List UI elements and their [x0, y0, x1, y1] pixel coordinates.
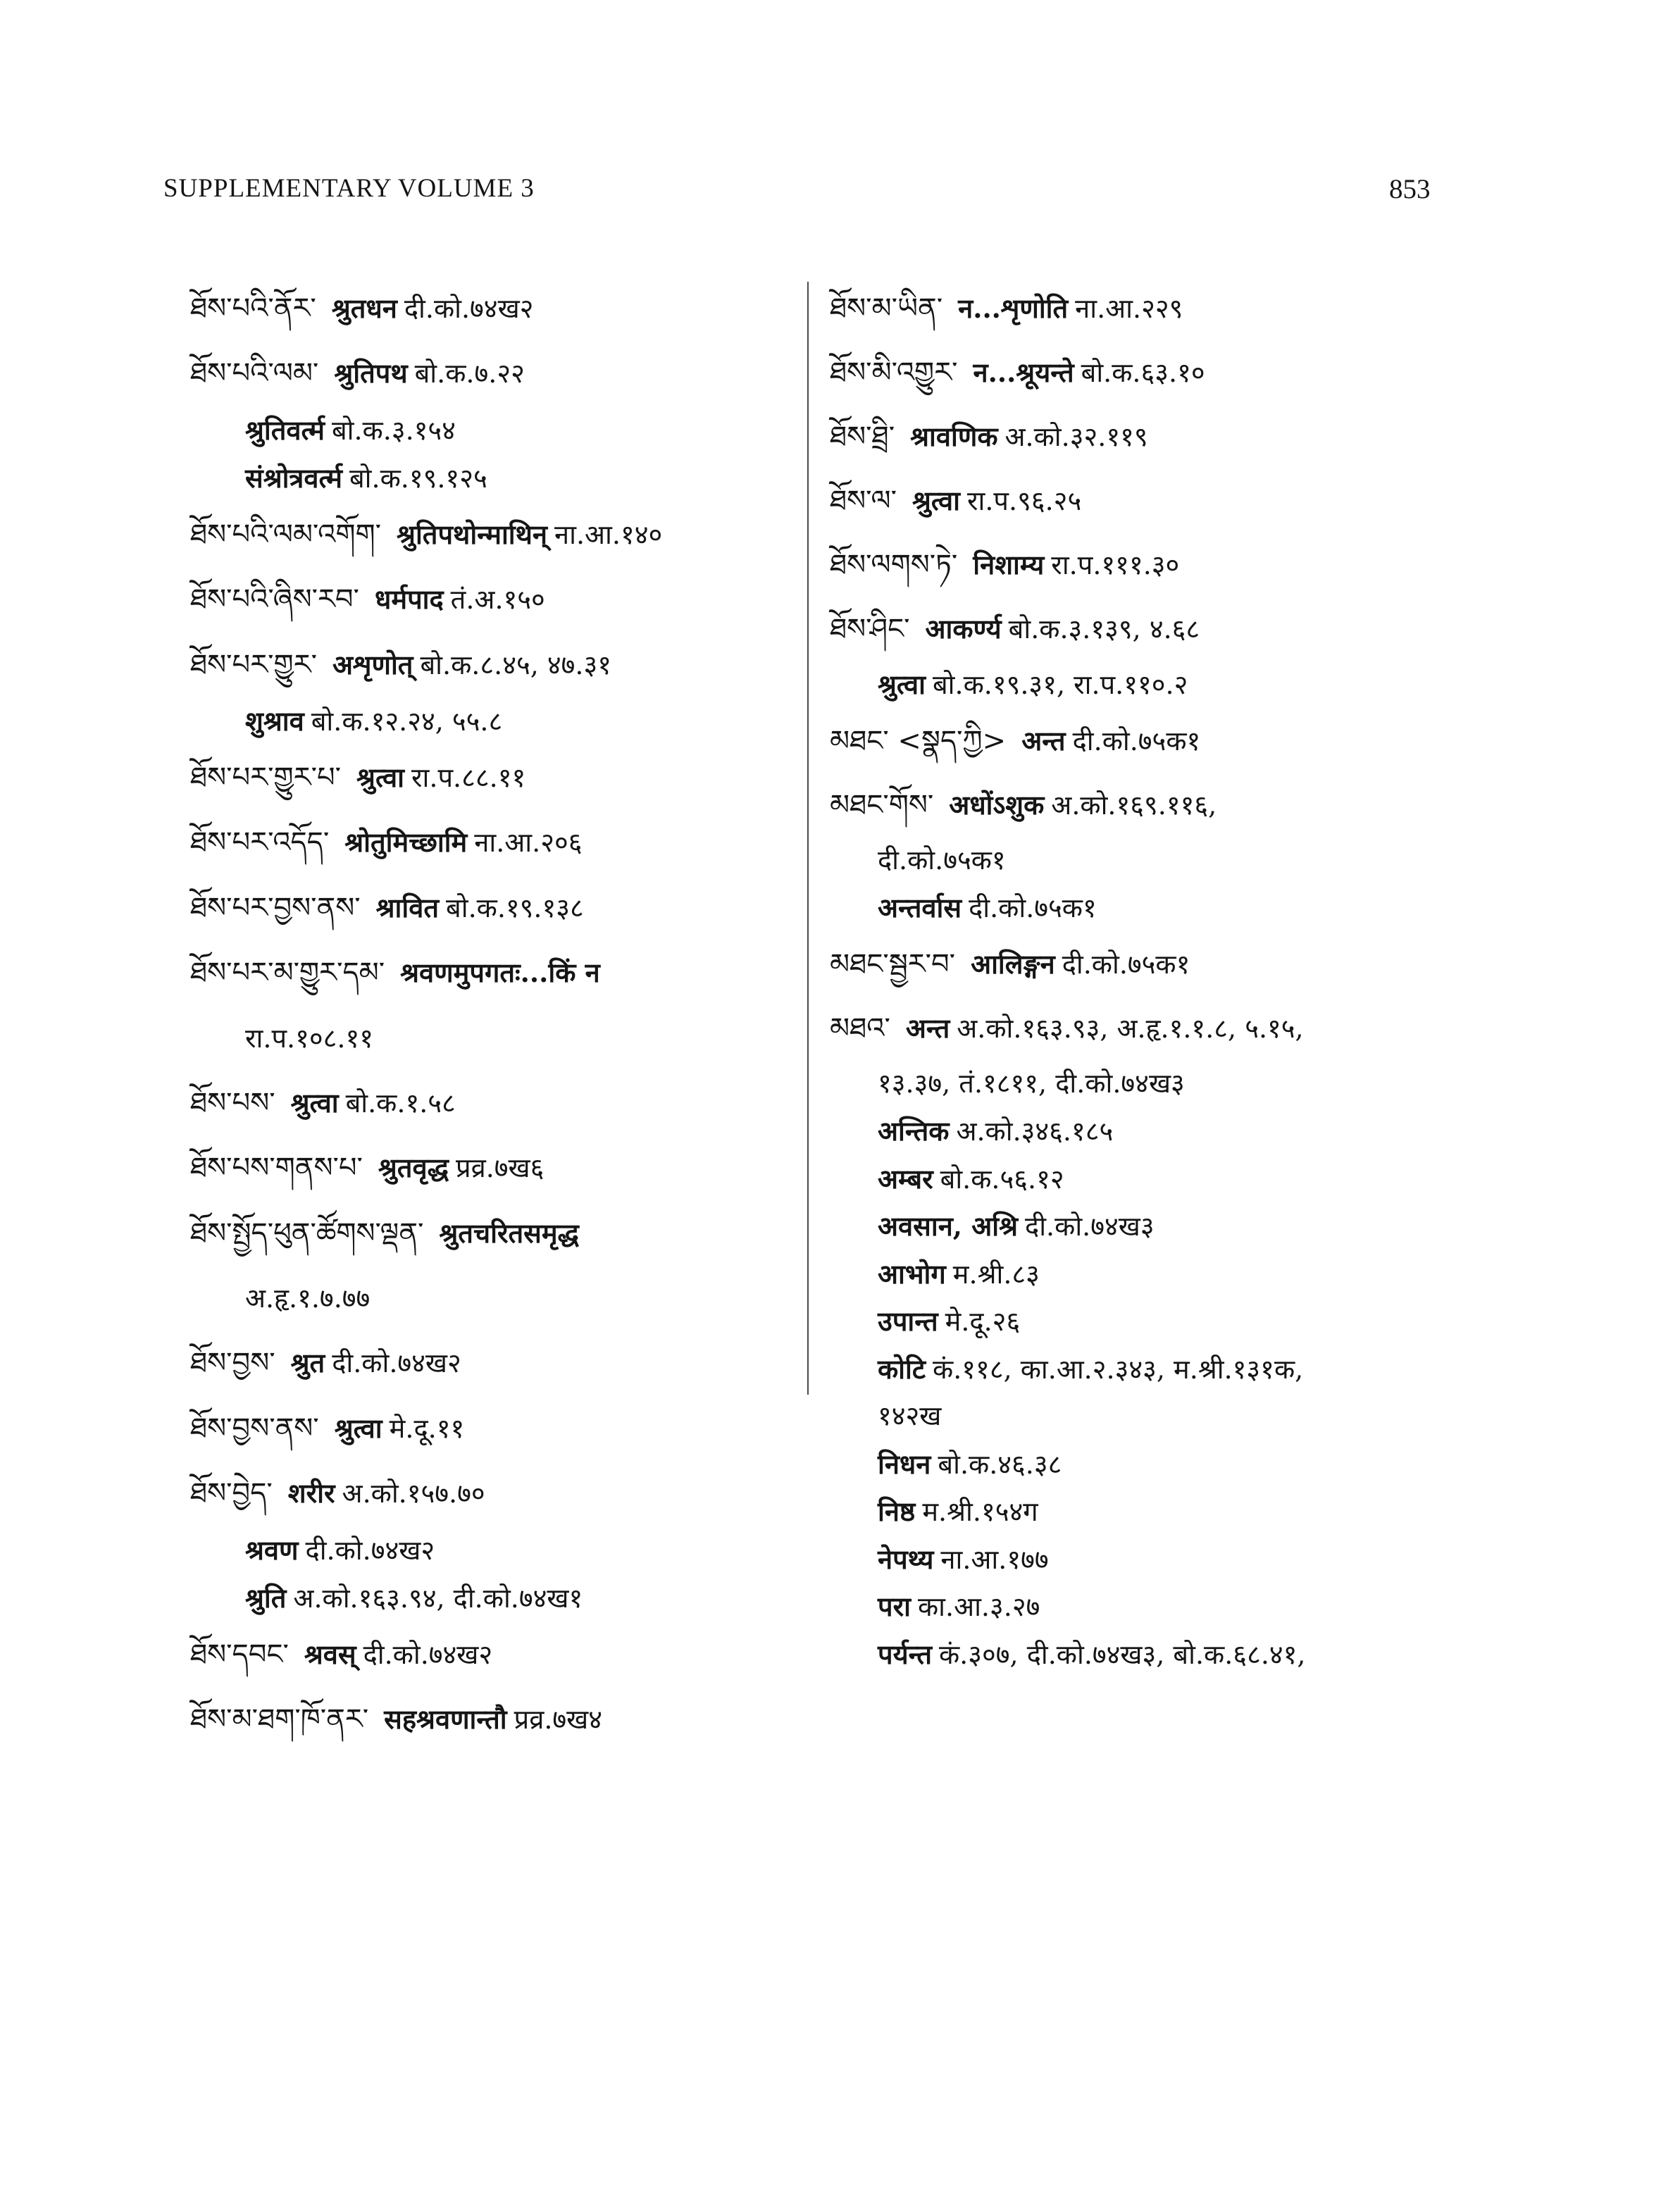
- sanskrit-equivalent: अन्तिक: [878, 1115, 950, 1147]
- dictionary-subentry: [190, 454, 789, 502]
- sanskrit-equivalent: अम्बर: [878, 1162, 933, 1195]
- entry-continuation: [190, 1006, 789, 1071]
- dictionary-subentry: [830, 1107, 1464, 1155]
- dictionary-entry: [190, 1622, 789, 1687]
- source-reference: मे.दू.२६: [945, 1306, 1021, 1337]
- sanskrit-equivalent: अशृणोत्: [332, 648, 413, 680]
- source-reference: रा.प.१०८.११: [245, 1022, 374, 1054]
- dictionary-entry: [830, 709, 1464, 773]
- sanskrit-equivalent: श्रोतुमिच्छामि: [344, 826, 468, 859]
- source-reference: प्रव्र.७ख६: [455, 1152, 545, 1184]
- dictionary-entry: [830, 932, 1464, 996]
- dictionary-entry: [190, 1396, 789, 1461]
- source-reference: ना.आ.२०६: [474, 827, 583, 859]
- sanskrit-equivalent: श्रुत: [290, 1347, 325, 1379]
- source-reference: बो.क.१९.१२५: [349, 462, 487, 494]
- dictionary-entry: [190, 502, 789, 567]
- tibetan-headword: ཐོས་མ་ཐག་ཁོ་ནར་: [190, 1703, 369, 1736]
- source-reference: दी.को.७५क१: [1072, 725, 1201, 757]
- source-reference: बो.क.३.१५४: [331, 414, 456, 446]
- source-reference: अ.को.३४६.१८५: [956, 1116, 1114, 1147]
- sanskrit-equivalent: श्रवस्: [304, 1638, 356, 1670]
- sanskrit-equivalent: श्रुत्वा: [356, 761, 404, 793]
- sanskrit-equivalent: पर्यन्त: [878, 1638, 932, 1670]
- tibetan-headword: ཐོས་པའི་ཞིས་རབ་: [190, 583, 359, 616]
- source-reference: अ.हृ.१.७.७७: [245, 1283, 371, 1314]
- right-column: [830, 276, 1464, 1678]
- tibetan-headword: ཐོས་ཤིང་: [830, 613, 910, 645]
- source-reference: म.श्री.८३: [952, 1258, 1040, 1290]
- sanskrit-equivalent: अन्त: [1021, 724, 1066, 757]
- dictionary-entry: [190, 633, 789, 697]
- tibetan-headword: ཐོས་བྱས་: [190, 1347, 275, 1380]
- sanskrit-equivalent: परा: [878, 1590, 911, 1622]
- dictionary-subentry: [830, 1488, 1464, 1536]
- dictionary-entry: [190, 810, 789, 875]
- source-reference: बो.क.७.२२: [414, 358, 525, 390]
- tibetan-headword: ཐོས་ཐྲི་: [830, 421, 895, 453]
- dictionary-entry: [190, 1461, 789, 1526]
- sanskrit-equivalent: श्रवण: [245, 1533, 299, 1566]
- sanskrit-equivalent: श्रुतिवर्त्म: [245, 413, 325, 446]
- tibetan-headword: མཐའ་: [830, 1011, 890, 1045]
- tibetan-headword: ཐོས་མི་འགྱུར་: [830, 356, 958, 389]
- sanskrit-equivalent: आकर्ण्य: [925, 613, 1002, 645]
- dictionary-subentry: [830, 1536, 1464, 1583]
- sanskrit-equivalent: अवसान, अश्रि: [878, 1210, 1019, 1242]
- dictionary-subentry: [830, 884, 1464, 932]
- source-reference: रा.प.१११.३०: [1051, 549, 1180, 580]
- sanskrit-equivalent: न...श्रूयन्ते: [973, 356, 1074, 388]
- dictionary-subentry: [190, 406, 789, 454]
- sanskrit-equivalent: आभोग: [878, 1257, 946, 1290]
- sanskrit-equivalent: उपान्त: [878, 1305, 938, 1337]
- dictionary-entry: [190, 940, 789, 1005]
- dictionary-entry: [830, 404, 1464, 468]
- sanskrit-equivalent: शुश्राव: [245, 704, 304, 737]
- sanskrit-equivalent: कोटि: [878, 1352, 926, 1385]
- tibetan-headword: ཐོས་སྤྱོད་ཕུན་ཚོགས་ལྡན་: [190, 1216, 424, 1250]
- sanskrit-equivalent: श्रुति: [245, 1581, 287, 1614]
- running-head: SUPPLEMENTARY VOLUME 3: [163, 174, 535, 203]
- sanskrit-equivalent: श्रावित: [375, 891, 440, 923]
- source-reference: तं.अ.१५०: [450, 584, 545, 616]
- sanskrit-equivalent: नेपथ्य: [878, 1543, 934, 1575]
- source-reference: दी.को.७४ख२: [305, 1534, 435, 1566]
- source-reference: दी.को.७५क१: [969, 892, 1097, 923]
- source-reference: बो.क.१९.१३८: [446, 892, 584, 923]
- sanskrit-equivalent: श्रुत्वा: [334, 1412, 382, 1444]
- source-reference: १४२ख: [878, 1400, 942, 1431]
- entry-continuation: [830, 1060, 1464, 1108]
- sanskrit-equivalent: सहश्रवणान्तौ: [384, 1703, 507, 1736]
- sanskrit-equivalent: निशाम्य: [973, 549, 1045, 580]
- source-reference: बो.क.४६.३८: [938, 1448, 1062, 1480]
- sanskrit-equivalent: श्रुतिपथोन्माथिन्: [397, 518, 548, 550]
- left-column: [190, 276, 789, 1752]
- sanskrit-equivalent: श्रुत्वा: [912, 485, 960, 516]
- dictionary-entry: [190, 1135, 789, 1200]
- sanskrit-equivalent: श्रुतचरितसमृद्ध: [439, 1216, 579, 1249]
- dictionary-subentry: [830, 1250, 1464, 1298]
- tibetan-headword: ཐོས་པའི་ལམ་འགོག་: [190, 518, 382, 551]
- source-reference: का.आ.३.२७: [917, 1591, 1040, 1622]
- sanskrit-equivalent: अन्तर्वास: [878, 892, 962, 923]
- tibetan-headword: མཐང་གོས་: [830, 788, 934, 821]
- tibetan-headword: ཐོས་པར་གྱུར་: [190, 648, 317, 681]
- dictionary-entry: [830, 533, 1464, 597]
- source-reference: दी.को.७४ख३: [1025, 1211, 1155, 1242]
- dictionary-subentry: [830, 1155, 1464, 1203]
- dictionary-entry: [830, 340, 1464, 404]
- source-reference: प्रव्र.७ख४: [514, 1704, 603, 1736]
- sanskrit-equivalent: श्रुतवृद्ध: [378, 1152, 449, 1184]
- source-reference: बो.क.१९.३१, रा.प.११०.२: [932, 669, 1188, 700]
- source-reference: दी.को.७४ख२: [363, 1638, 493, 1670]
- source-reference: रा.प.९६.२५: [966, 485, 1082, 516]
- source-reference: अ.को.१६३.९३, अ.हृ.१.१.८, ५.१५,: [957, 1012, 1304, 1044]
- source-reference: मे.दू.११: [389, 1412, 465, 1444]
- dictionary-subentry: [190, 697, 789, 745]
- source-reference: अ.को.१६३.९४, दी.को.७४ख१: [293, 1582, 583, 1614]
- dictionary-entry: [190, 1201, 789, 1266]
- source-reference: बो.क.६३.१०: [1081, 357, 1205, 388]
- source-reference: दी.को.७४ख२: [404, 293, 534, 324]
- source-reference: दी.को.७५क१: [1062, 948, 1190, 980]
- tibetan-headword: མཐང་སྦྱར་བ་: [830, 947, 956, 980]
- tibetan-headword: ཐོས་པས་: [190, 1086, 275, 1119]
- tibetan-headword: ཐོས་པར་འདོད་: [190, 826, 330, 859]
- tibetan-headword: ཐོས་པར་བྱས་ནས་: [190, 891, 361, 924]
- column-divider: [807, 282, 809, 1395]
- source-reference: अ.को.३२.११९: [1004, 421, 1148, 452]
- tibetan-headword: ཐོས་པར་གྱུར་པ་: [190, 761, 342, 794]
- tibetan-headword: མཐང་ <སྣད་ཀྱི>: [830, 724, 1007, 757]
- tibetan-headword: ཐོས་པའི་ནོར་: [190, 292, 316, 325]
- tibetan-headword: ཐོས་ལ་: [830, 485, 897, 517]
- dictionary-subentry: [830, 1202, 1464, 1250]
- source-reference: म.श्री.१५४ग: [922, 1496, 1038, 1527]
- dictionary-entry: [190, 876, 789, 940]
- source-reference: रा.प.८८.११: [411, 761, 526, 793]
- sanskrit-equivalent: श्रवणमुपगतः...किं न: [400, 957, 600, 989]
- dictionary-entry: [830, 597, 1464, 661]
- source-reference: बो.क.८.४५, ४७.३१: [420, 649, 611, 680]
- dictionary-subentry: [830, 1583, 1464, 1631]
- source-reference: ना.आ.१४०: [554, 518, 663, 550]
- dictionary-entry: [190, 1331, 789, 1395]
- source-reference: ना.आ.१७७: [940, 1543, 1049, 1575]
- sanskrit-equivalent: शरीर: [287, 1477, 335, 1509]
- sanskrit-equivalent: श्रुत्वा: [290, 1086, 339, 1119]
- sanskrit-equivalent: संश्रोत्रवर्त्म: [245, 461, 342, 494]
- source-reference: अ.को.१६९.११६,: [1051, 789, 1217, 821]
- dictionary-subentry: [830, 1440, 1464, 1488]
- entry-continuation: [190, 1266, 789, 1331]
- sanskrit-equivalent: न...शृणोति: [958, 292, 1069, 324]
- dictionary-entry: [190, 1687, 789, 1752]
- source-reference: अ.को.१५७.७०: [342, 1478, 485, 1509]
- source-reference: दी.को.७४ख२: [332, 1347, 461, 1379]
- source-reference: कं.३०७, दी.को.७४ख३, बो.क.६८.४१,: [939, 1638, 1306, 1670]
- sanskrit-equivalent: आलिङ्गन: [971, 947, 1055, 980]
- dictionary-subentry: [830, 1297, 1464, 1345]
- source-reference: बो.क.३.१३९, ४.६८: [1008, 614, 1200, 645]
- source-reference: दी.को.७५क१: [878, 844, 1006, 876]
- dictionary-entry: [830, 468, 1464, 533]
- sanskrit-equivalent: श्रुतधन: [331, 292, 397, 324]
- source-reference: बो.क.१.५८: [345, 1087, 456, 1119]
- page-number: 853: [1389, 174, 1431, 204]
- dictionary-entry: [190, 567, 789, 632]
- source-reference: ना.आ.२२९: [1075, 293, 1183, 324]
- sanskrit-equivalent: अधोंऽशुक: [949, 788, 1045, 821]
- dictionary-entry: [830, 996, 1464, 1060]
- source-reference: बो.क.५६.१२: [940, 1163, 1064, 1195]
- dictionary-subentry: [190, 1526, 789, 1574]
- sanskrit-equivalent: निष्ठ: [878, 1495, 916, 1527]
- tibetan-headword: ཐོས་པའི་ལམ་: [190, 357, 319, 390]
- tibetan-headword: ཐོས་མ་ཡིན་: [830, 292, 943, 325]
- tibetan-headword: ཐོས་པས་གནས་པ་: [190, 1152, 363, 1185]
- dictionary-subentry: [190, 1574, 789, 1622]
- tibetan-headword: ཐོས་པར་མ་གྱུར་དམ་: [190, 957, 385, 990]
- sanskrit-equivalent: धर्मपाद: [374, 583, 444, 616]
- tibetan-headword: ཐོས་བྱས་ནས་: [190, 1412, 319, 1445]
- dictionary-entry: [830, 773, 1464, 837]
- source-reference: १३.३७, तं.१८११, दी.को.७४ख३: [878, 1067, 1185, 1099]
- source-reference: बो.क.१२.२४, ५५.८: [311, 705, 503, 737]
- sanskrit-equivalent: श्रावणिक: [910, 421, 998, 452]
- sanskrit-equivalent: अन्त: [905, 1011, 950, 1044]
- dictionary-entry: [190, 1071, 789, 1135]
- dictionary-entry: [830, 276, 1464, 340]
- dictionary-subentry: [830, 1631, 1464, 1679]
- tibetan-headword: ཐོས་བྱེད་: [190, 1477, 273, 1510]
- dictionary-subentry: [830, 1345, 1464, 1393]
- sanskrit-equivalent: निधन: [878, 1447, 931, 1480]
- sanskrit-equivalent: श्रुत्वा: [878, 668, 926, 700]
- dictionary-entry: [190, 276, 789, 341]
- dictionary-subentry: [830, 661, 1464, 709]
- dictionary-entry: [190, 745, 789, 810]
- tibetan-headword: ཐོས་ལགས་ཏེ་: [830, 549, 958, 581]
- dictionary-entry: [190, 341, 789, 406]
- source-reference: कं.११८, का.आ.२.३४३, म.श्री.१३१क,: [933, 1353, 1304, 1385]
- entry-continuation: [830, 1393, 1464, 1440]
- entry-continuation: [830, 837, 1464, 885]
- tibetan-headword: ཐོས་དབང་: [190, 1638, 289, 1671]
- sanskrit-equivalent: श्रुतिपथ: [334, 357, 408, 390]
